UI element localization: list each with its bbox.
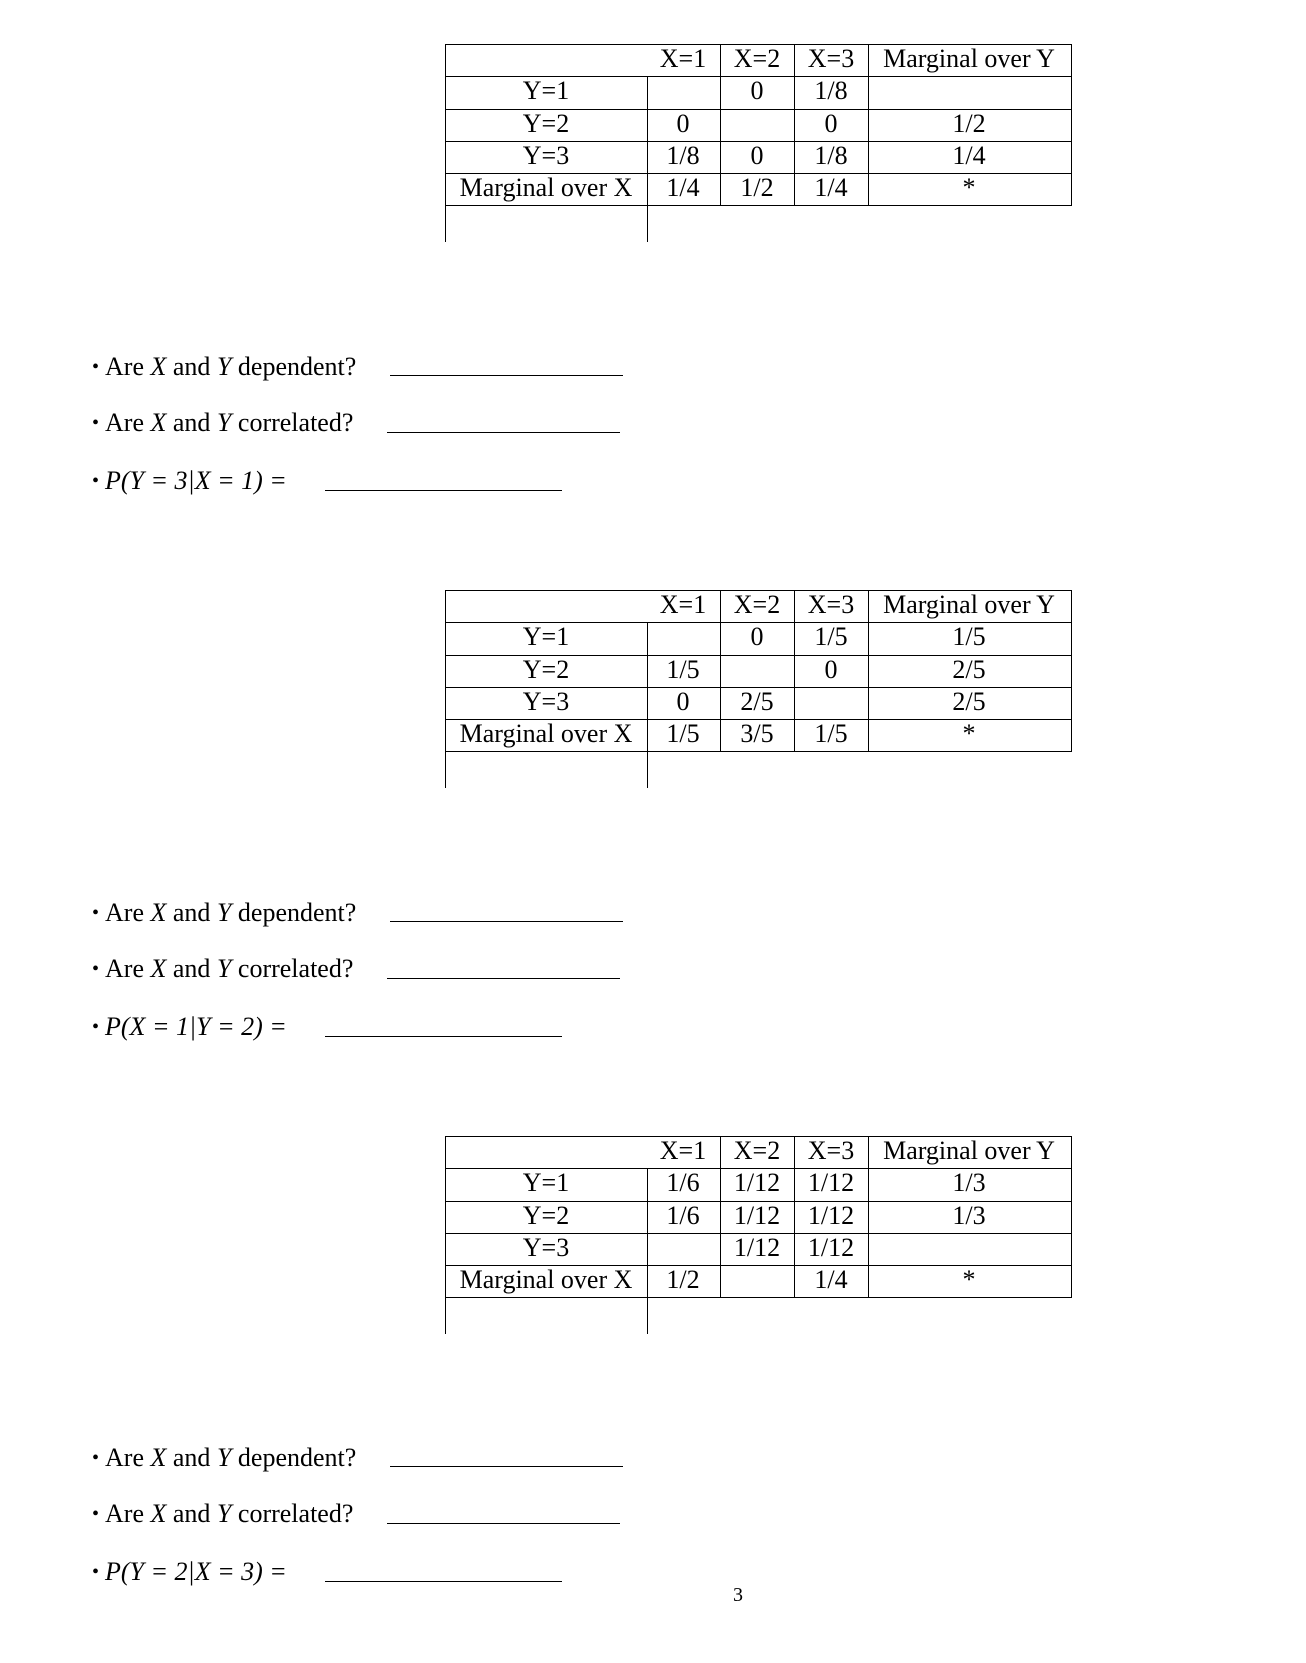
table-rule (445, 1297, 1072, 1298)
variable: X (150, 898, 167, 927)
row-label: Y=2 (522, 655, 570, 684)
table-cell: 1/8 (814, 141, 848, 170)
table-rule (1071, 590, 1072, 752)
bullet: • (92, 902, 100, 924)
table-rule (868, 44, 869, 206)
table-cell: 1/6 (666, 1168, 700, 1197)
column-header: X=1 (659, 590, 707, 619)
table-cell: 1/5 (814, 622, 848, 651)
table-cell: 1/2 (740, 173, 774, 202)
column-header: Marginal over Y (883, 1136, 1055, 1165)
variable: X (150, 954, 167, 983)
question-group-3 (0, 1443, 1306, 1663)
table-rule (445, 44, 446, 242)
column-header: X=2 (733, 1136, 781, 1165)
probability-table-3 (0, 1136, 1306, 1336)
answer-blank[interactable] (325, 1581, 562, 1582)
table-cell: 0 (750, 141, 764, 170)
variable: X (150, 352, 167, 381)
question-text: Are (105, 898, 151, 927)
question-text: correlated? (231, 954, 354, 983)
column-header: X=2 (733, 44, 781, 73)
table-cell: 0 (676, 109, 690, 138)
bullet: • (92, 1016, 100, 1038)
probability-table-2 (0, 590, 1306, 790)
variable: X (150, 1443, 167, 1472)
table-rule (868, 1136, 869, 1298)
question-text: Are (105, 954, 151, 983)
column-header: X=3 (807, 44, 855, 73)
probability-expression: P(Y = 2|X = 3) = (105, 1557, 287, 1586)
row-label: Y=3 (522, 141, 570, 170)
table-rule (794, 1136, 795, 1298)
answer-blank[interactable] (325, 490, 562, 491)
question-correlated (92, 408, 353, 440)
answer-blank[interactable] (387, 978, 620, 979)
column-header: X=3 (807, 590, 855, 619)
table-cell: 1/4 (814, 1265, 848, 1294)
table-cell: 1/3 (952, 1201, 986, 1230)
bullet: • (92, 1561, 100, 1583)
row-label: Y=1 (522, 76, 570, 105)
row-label: Marginal over X (459, 719, 633, 748)
table-cell: 1/12 (733, 1201, 781, 1230)
variable: X (150, 408, 167, 437)
row-label: Y=1 (522, 622, 570, 651)
row-label: Y=2 (522, 109, 570, 138)
question-correlated (92, 1499, 353, 1531)
question-group-2 (0, 898, 1306, 1118)
table-cell: 1/5 (666, 655, 700, 684)
variable: Y (216, 954, 232, 983)
row-label: Marginal over X (459, 173, 633, 202)
table-cell: 1/8 (814, 76, 848, 105)
question-conditional-probability (92, 466, 287, 498)
question-text: Are (105, 1499, 151, 1528)
question-text: dependent? (231, 352, 357, 381)
row-label: Y=3 (522, 687, 570, 716)
question-text: and (166, 1499, 217, 1528)
question-text: and (166, 408, 217, 437)
table-rule (445, 205, 1072, 206)
table-cell: 1/4 (666, 173, 700, 202)
table-cell: 1/6 (666, 1201, 700, 1230)
table-cell: 0 (750, 622, 764, 651)
table-cell: 1/12 (807, 1201, 855, 1230)
answer-blank[interactable] (325, 1036, 562, 1037)
variable: Y (216, 1443, 232, 1472)
table-rule (868, 590, 869, 752)
table-cell: 1/12 (733, 1233, 781, 1262)
probability-table-1 (0, 44, 1306, 244)
table-cell: 1/3 (952, 1168, 986, 1197)
question-text: Are (105, 408, 151, 437)
row-label: Y=1 (522, 1168, 570, 1197)
answer-blank[interactable] (390, 1466, 623, 1467)
answer-blank[interactable] (387, 432, 620, 433)
table-cell: 1/12 (807, 1233, 855, 1262)
bullet: • (92, 1447, 100, 1469)
question-conditional-probability (92, 1012, 287, 1044)
column-header: X=1 (659, 44, 707, 73)
probability-expression: P(X = 1|Y = 2) = (105, 1012, 287, 1041)
table-rule (794, 44, 795, 206)
table-cell: 0 (824, 109, 838, 138)
table-cell: 1/4 (952, 141, 986, 170)
table-rule (1071, 1136, 1072, 1298)
table-cell: 1/2 (666, 1265, 700, 1294)
table-cell: 2/5 (952, 655, 986, 684)
variable: Y (216, 1499, 232, 1528)
question-text: dependent? (231, 1443, 357, 1472)
question-conditional-probability (92, 1557, 287, 1589)
column-header: Marginal over Y (883, 590, 1055, 619)
question-dependent (92, 1443, 356, 1475)
table-rule (647, 622, 648, 788)
table-cell: 0 (824, 655, 838, 684)
table-rule (647, 1168, 648, 1334)
column-header: Marginal over Y (883, 44, 1055, 73)
question-text: correlated? (231, 408, 354, 437)
column-header: X=3 (807, 1136, 855, 1165)
probability-expression: P(Y = 3|X = 1) = (105, 466, 287, 495)
question-group-1 (0, 352, 1306, 572)
bullet: • (92, 470, 100, 492)
table-rule (794, 590, 795, 752)
table-rule (445, 590, 446, 788)
page-number: 3 (733, 1584, 743, 1606)
table-cell: 1/5 (666, 719, 700, 748)
column-header: X=1 (659, 1136, 707, 1165)
table-cell: 0 (676, 687, 690, 716)
row-label: Marginal over X (459, 1265, 633, 1294)
bullet: • (92, 1503, 100, 1525)
row-label: Y=2 (522, 1201, 570, 1230)
question-text: and (166, 954, 217, 983)
answer-blank[interactable] (390, 375, 623, 376)
variable: Y (216, 408, 232, 437)
table-rule (720, 1136, 721, 1298)
table-rule (445, 1136, 446, 1334)
question-dependent (92, 898, 356, 930)
table-cell: 1/5 (952, 622, 986, 651)
answer-blank[interactable] (387, 1523, 620, 1524)
bullet: • (92, 958, 100, 980)
table-cell: 1/5 (814, 719, 848, 748)
table-cell: 1/4 (814, 173, 848, 202)
table-cell: * (962, 173, 976, 202)
question-text: and (166, 1443, 217, 1472)
table-cell: 2/5 (952, 687, 986, 716)
table-rule (445, 751, 1072, 752)
variable: Y (216, 898, 232, 927)
table-cell: 3/5 (740, 719, 774, 748)
question-dependent (92, 352, 356, 384)
bullet: • (92, 412, 100, 434)
question-text: dependent? (231, 898, 357, 927)
table-rule (1071, 44, 1072, 206)
table-cell: 1/8 (666, 141, 700, 170)
question-text: Are (105, 1443, 151, 1472)
bullet: • (92, 356, 100, 378)
question-text: Are (105, 352, 151, 381)
table-rule (720, 44, 721, 206)
table-cell: 0 (750, 76, 764, 105)
question-text: and (166, 352, 217, 381)
table-cell: 1/2 (952, 109, 986, 138)
question-correlated (92, 954, 353, 986)
question-text: correlated? (231, 1499, 354, 1528)
table-cell: * (962, 719, 976, 748)
table-cell: 2/5 (740, 687, 774, 716)
row-label: Y=3 (522, 1233, 570, 1262)
question-text: and (166, 898, 217, 927)
table-cell: * (962, 1265, 976, 1294)
variable: X (150, 1499, 167, 1528)
column-header: X=2 (733, 590, 781, 619)
variable: Y (216, 352, 232, 381)
table-cell: 1/12 (733, 1168, 781, 1197)
table-rule (647, 76, 648, 242)
table-cell: 1/12 (807, 1168, 855, 1197)
answer-blank[interactable] (390, 921, 623, 922)
table-rule (720, 590, 721, 752)
